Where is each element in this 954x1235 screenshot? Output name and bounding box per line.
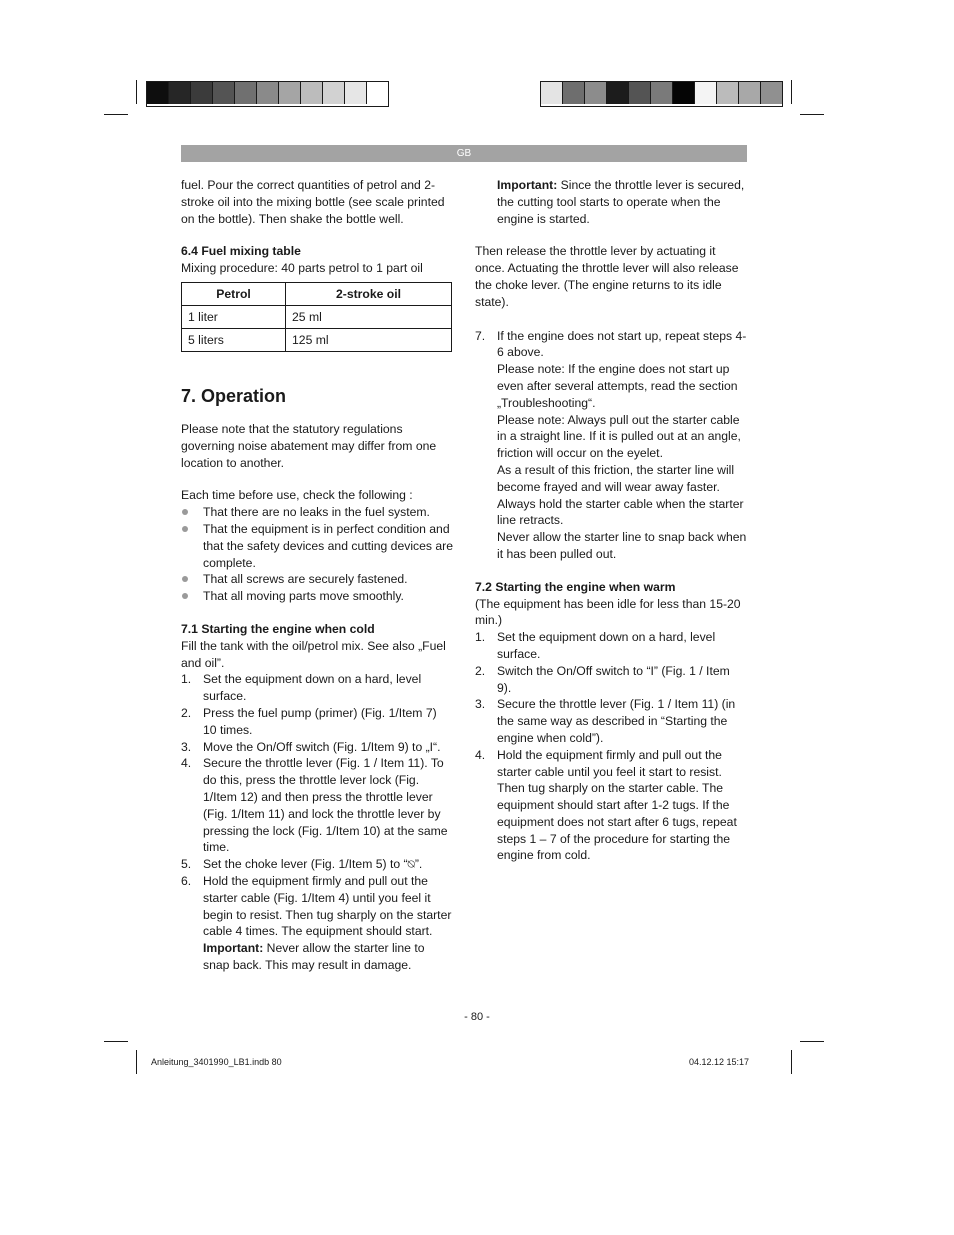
color-swatch <box>301 82 323 104</box>
step-number: 3. <box>475 697 486 712</box>
important-note <box>475 177 747 227</box>
crop-mark <box>791 1050 792 1074</box>
important-label: Important: <box>497 178 558 192</box>
step-number: 5. <box>181 857 192 872</box>
list-item <box>181 755 453 856</box>
section-7-title: 7. Operation <box>181 385 287 406</box>
color-swatch <box>257 82 279 104</box>
crop-mark <box>800 1041 824 1042</box>
color-swatch <box>367 82 388 104</box>
step-text: Secure the throttle lever (Fig. 1 / Item 11). To do this, press the throttle lever lock (Fig. 1/Item 12) and then press the throttle lever (Fig. 1/Item 11) and lock the throttle lever by pressing the lock (Fig. 1/Item 10) at the same time. <box>203 756 448 855</box>
step-number: 7. <box>475 328 486 343</box>
step-text: Hold the equipment firmly and pull out the starter cable until you feel it start to resist. Then tug sharply on the starter cable. The equipment should start after 1-2 tugs. If the equipment does not start after 6 tugs, repeat steps 1 – 7 of the procedure for starting the engine from cold. <box>497 747 737 863</box>
color-swatch <box>345 82 367 104</box>
list-item <box>181 571 453 588</box>
table-header-petrol: Petrol <box>182 282 286 305</box>
crop-mark <box>136 1050 137 1074</box>
color-swatch <box>717 82 739 104</box>
step-number: 4. <box>475 747 486 762</box>
list-item-text: That there are no leaks in the fuel system. <box>203 505 430 520</box>
footer-date: 04.12.12 15:17 <box>689 1057 750 1067</box>
step-number: 1. <box>475 630 486 645</box>
step-text: Set the equipment down on a hard, level surface. <box>497 630 716 661</box>
intro-paragraph: fuel. Pour the correct quantities of petrol and 2-stroke oil into the mixing bottle (see scale printed on the bottle). Then shake the bottle well. <box>181 178 445 226</box>
list-item-text: That all moving parts move smoothly. <box>203 589 404 604</box>
release-paragraph: Then release the throttle lever by actuating it once. Actuating the throttle lever will also release the choke lever. (The engine returns to its idle state). <box>475 244 739 309</box>
noise-note: Please note that the statutory regulations governing noise abatement may differ from one location to another. <box>181 421 437 470</box>
list-item <box>181 856 453 873</box>
crop-mark <box>136 80 137 104</box>
color-swatch <box>169 82 191 104</box>
color-swatch <box>695 82 717 104</box>
color-swatch <box>739 82 761 104</box>
bullet-icon <box>182 593 188 599</box>
step-7-note: Never allow the starter line to snap back when it has been pulled out. <box>497 530 747 561</box>
fuel-mixing-table <box>181 282 452 352</box>
step-number: 2. <box>475 663 486 678</box>
bullet-icon <box>182 526 188 532</box>
color-bar-left <box>146 81 389 107</box>
step-text: Set the equipment down on a hard, level surface. <box>203 672 422 704</box>
color-swatch <box>651 82 673 104</box>
footer-file: Anleitung_3401990_LB1.indb 80 <box>151 1057 282 1067</box>
warm-start-steps <box>475 629 747 864</box>
table-cell: 25 ml <box>286 305 452 328</box>
crop-mark <box>104 114 128 115</box>
table-cell: 125 ml <box>286 328 452 351</box>
table-row <box>182 305 452 328</box>
check-list <box>181 504 453 605</box>
step-text: Switch the On/Off switch to “I” (Fig. 1 / Item 9). <box>497 663 730 695</box>
step-7-note: Please note: If the engine does not start up even after several attempts, read the section „Troubleshooting“. <box>497 362 738 410</box>
important-text: Never allow the starter line to snap back. This may result in damage. <box>203 941 425 972</box>
table-header-oil: 2-stroke oil <box>286 282 452 305</box>
table-row <box>182 328 452 351</box>
bullet-icon <box>182 576 188 582</box>
list-item <box>181 521 453 571</box>
color-swatch <box>563 82 585 104</box>
list-item <box>181 504 453 521</box>
color-swatch <box>607 82 629 104</box>
list-item-text: That the equipment is in perfect condition and that the safety devices and cutting devices are complete. <box>203 521 453 570</box>
step-7-list <box>475 328 747 362</box>
crop-mark <box>800 114 824 115</box>
bullet-icon <box>182 509 188 515</box>
step-text: Move the On/Off switch (Fig. 1/Item 9) to „I“. <box>203 739 441 754</box>
list-item <box>181 588 453 605</box>
table-cell: 1 liter <box>182 305 286 328</box>
right-column <box>475 177 747 864</box>
section-7-2-title: 7.2 Starting the engine when warm <box>475 579 676 594</box>
step-text: Hold the equipment firmly and pull out the starter cable (Fig. 1/Item 4) until you feel it begin to resist. Then tug sharply on the starter cable 4 times. The equipment should start. <box>203 873 452 939</box>
color-swatch <box>585 82 607 104</box>
page-number: - 80 - <box>464 1011 490 1023</box>
color-swatch <box>541 82 563 104</box>
step-number: 6. <box>181 873 192 888</box>
list-item <box>181 705 453 739</box>
list-item <box>475 663 747 697</box>
list-item <box>475 328 747 362</box>
list-item <box>475 747 747 865</box>
section-7-1-title: 7.1 Starting the engine when cold <box>181 621 375 636</box>
color-swatch <box>191 82 213 104</box>
list-item <box>181 873 453 974</box>
table-header-row <box>182 282 452 305</box>
list-item <box>181 739 453 756</box>
check-intro: Each time before use, check the following : <box>181 488 413 503</box>
mixing-procedure: Mixing procedure: 40 parts petrol to 1 part oil <box>181 261 423 276</box>
crop-mark <box>104 1041 128 1042</box>
step-text: Set the choke lever (Fig. 1/Item 5) to “⍉”. <box>203 857 423 872</box>
color-swatch <box>673 82 695 104</box>
color-swatch <box>147 82 169 104</box>
list-item <box>181 671 453 705</box>
step-number: 4. <box>181 756 192 771</box>
color-bar-right <box>540 81 783 107</box>
color-swatch <box>323 82 345 104</box>
step-number: 2. <box>181 705 192 720</box>
cold-start-steps <box>181 671 453 973</box>
step-number: 3. <box>181 739 192 754</box>
step-text: Press the fuel pump (primer) (Fig. 1/Item 7) 10 times. <box>203 705 437 737</box>
list-item <box>475 696 747 746</box>
section-6-4-title: 6.4 Fuel mixing table <box>181 244 301 259</box>
step-7-note: Please note: Always pull out the starter cable in a straight line. If it is pulled out at an angle, friction will occur on the eyelet. <box>497 412 741 461</box>
color-swatch <box>629 82 651 104</box>
color-swatch <box>235 82 257 104</box>
language-band: GB <box>181 145 747 162</box>
color-swatch <box>279 82 301 104</box>
list-item-text: That all screws are securely fastened. <box>203 572 408 587</box>
section-7-1-intro: Fill the tank with the oil/petrol mix. See also „Fuel and oil”. <box>181 638 446 670</box>
color-swatch <box>761 82 782 104</box>
step-text: If the engine does not start up, repeat steps 4-6 above. <box>497 328 747 360</box>
table-cell: 5 liters <box>182 328 286 351</box>
left-column <box>181 177 453 974</box>
important-text: Since the throttle lever is secured, the cutting tool starts to operate when the engine is started. <box>497 178 745 226</box>
color-swatch <box>213 82 235 104</box>
step-number: 1. <box>181 672 192 687</box>
step-text: Secure the throttle lever (Fig. 1 / Item 11) (in the same way as described in “Starting the engine when cold”). <box>497 697 736 745</box>
important-label: Important: <box>203 941 264 956</box>
crop-mark <box>791 80 792 104</box>
step-7-note: As a result of this friction, the starter line will become frayed and will wear away faster. Always hold the starter cable when the starter line retracts. <box>497 462 744 528</box>
list-item <box>475 629 747 663</box>
section-7-2-intro: (The equipment has been idle for less than 15-20 min.) <box>475 596 741 628</box>
